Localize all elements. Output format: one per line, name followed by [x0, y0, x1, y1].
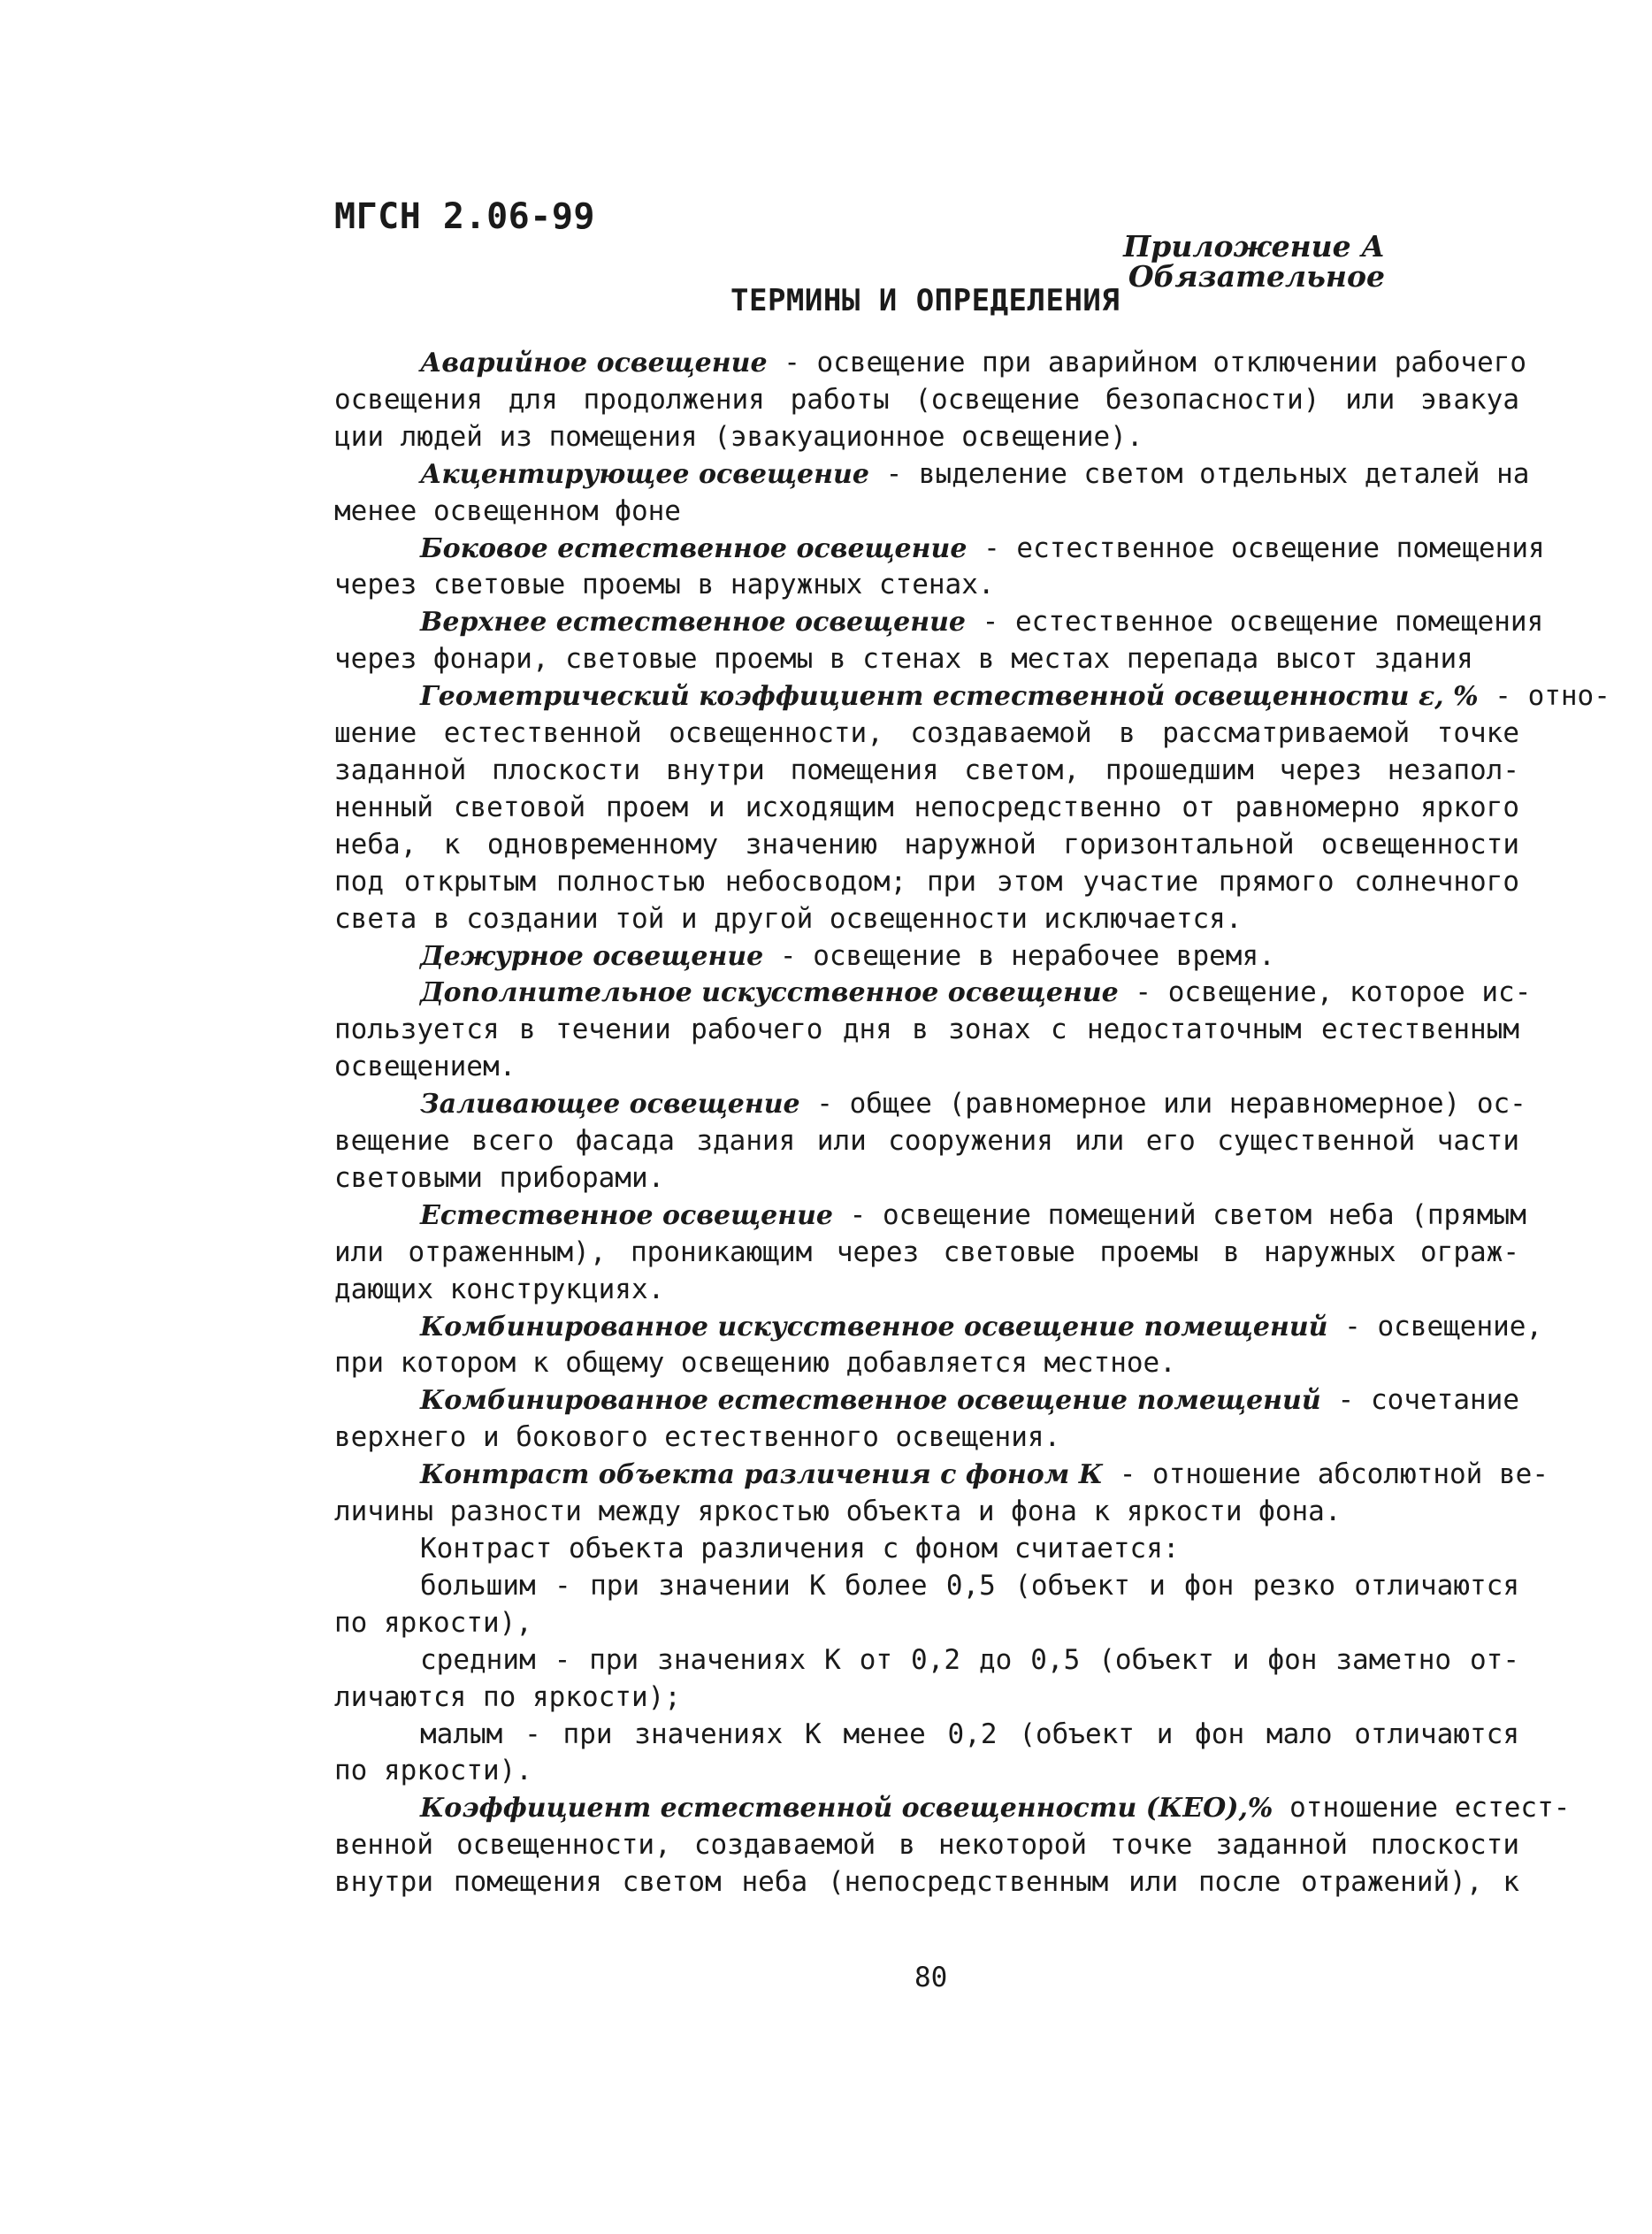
definition-text: вещение всего фасада здания или сооружения или его существенной части: [334, 1125, 1519, 1158]
text-line: [334, 531, 1545, 568]
definition-paragraph: [334, 1790, 1571, 1901]
definition-text: шение естественной освещенности, создаваемой в рассматриваемой точке: [334, 717, 1519, 750]
definition-paragraph: [334, 531, 1545, 605]
definition-text: - сочетание: [1320, 1384, 1519, 1417]
text-line: [334, 1679, 1519, 1717]
text-line: [334, 1382, 1519, 1419]
definition-text: менее освещенном фоне: [334, 494, 681, 527]
text-line: [334, 827, 1519, 864]
definition-paragraph: [334, 1309, 1543, 1383]
definition-paragraph: [334, 345, 1527, 456]
definition-paragraph: [334, 1531, 1519, 1568]
definition-text: по яркости),: [334, 1606, 532, 1639]
definition-text: личины разности между яркостью объекта и фона к яркости фона.: [334, 1496, 1342, 1528]
text-line: [334, 1605, 1519, 1642]
document-body: [334, 345, 1610, 1901]
text-line: [334, 1642, 1519, 1679]
definition-text: пользуется в течении рабочего дня в зонах с недостаточным естественным: [334, 1014, 1519, 1046]
text-line: [334, 1086, 1526, 1123]
text-line: [334, 1309, 1543, 1346]
definition-text: - выделение светом отдельных деталей на: [868, 457, 1530, 490]
definition-text: через фонари, световые проемы в стенах в местах перепада высот здания: [334, 643, 1473, 676]
definition-text: - освещение,: [1327, 1310, 1543, 1343]
definition-text: или отраженным), проникающим через световые проемы в наружных ограж-: [334, 1236, 1519, 1268]
term-name: Аварийное освещение: [420, 348, 768, 379]
text-line: [334, 715, 1519, 753]
definition-text: - отношение абсолютной ве-: [1103, 1458, 1549, 1491]
text-line: [334, 790, 1519, 827]
definition-paragraph: [334, 1717, 1519, 1791]
definition-paragraph: [334, 1568, 1519, 1642]
term-name: Контраст объекта различения с фоном К: [420, 1459, 1104, 1491]
term-name: Коэффициент естественной освещенности (КЕО),%: [420, 1793, 1273, 1825]
text-line: [334, 604, 1544, 641]
text-line: [334, 1012, 1519, 1049]
text-line: [334, 567, 1519, 604]
definition-paragraph: [334, 456, 1530, 531]
definition-text: ции людей из помещения (эвакуационное освещение).: [334, 420, 1143, 453]
definition-text: внутри помещения светом неба (непосредственным или после отражений), к: [334, 1866, 1519, 1899]
term-name: Комбинированное искусственное освещение помещений: [420, 1311, 1328, 1343]
definition-text: средним - при значениях К от 0,2 до 0,5 (объект и фон заметно от-: [420, 1643, 1519, 1676]
text-line: [334, 1123, 1519, 1160]
definition-text: под открытым полностью небосводом; при этом участие прямого солнечного: [334, 865, 1519, 898]
definition-text: ненный световой проем и исходящим непосредственно от равномерно яркого: [334, 791, 1519, 823]
text-line: [334, 938, 1519, 975]
text-line: [334, 1827, 1519, 1864]
definition-text: - естественное освещение помещения: [966, 606, 1544, 639]
definition-text: личаются по яркости);: [334, 1680, 681, 1713]
definition-text: заданной плоскости внутри помещения светом, прошедшим через незапол-: [334, 754, 1519, 786]
document-code: МГСН 2.06-99: [334, 196, 595, 237]
definition-text: световыми приборами.: [334, 1161, 665, 1194]
appendix-status: Обязательное: [1128, 259, 1385, 294]
text-line: [334, 345, 1527, 382]
definition-text: - освещение помещений светом неба (прямым: [833, 1198, 1526, 1231]
text-line: [334, 1419, 1519, 1457]
text-line: [334, 1864, 1519, 1901]
text-line: [334, 1457, 1549, 1494]
text-line: [334, 678, 1610, 715]
text-line: [334, 1531, 1519, 1568]
definition-paragraph: [334, 1642, 1519, 1717]
definition-text: отношение естест-: [1273, 1792, 1571, 1825]
definition-text: - освещение, которое ис-: [1118, 976, 1532, 1009]
text-line: [334, 1790, 1571, 1827]
text-line: [334, 864, 1519, 901]
text-line: [334, 382, 1519, 419]
term-name: Естественное освещение: [420, 1199, 833, 1231]
definition-text: Контраст объекта различения с фоном считается:: [420, 1533, 1180, 1565]
definition-text: - естественное освещение помещения: [967, 532, 1545, 564]
definition-text: большим - при значении К более 0,5 (объект и фон резко отличаются: [420, 1569, 1519, 1602]
text-line: [334, 975, 1532, 1012]
page-number: 80: [914, 1962, 948, 1993]
text-line: [334, 1235, 1519, 1272]
text-line: [334, 1345, 1519, 1382]
appendix-label: [1123, 229, 1385, 294]
definition-text: освещения для продолжения работы (освещение безопасности) или эвакуа: [334, 383, 1519, 416]
term-name: Дополнительное искусственное освещение: [420, 977, 1119, 1009]
definition-paragraph: [334, 938, 1519, 975]
definition-paragraph: [334, 975, 1532, 1086]
definition-text: венной освещенности, создаваемой в некоторой точке заданной плоскости: [334, 1829, 1519, 1862]
appendix-title: Приложение А: [1123, 229, 1385, 264]
definition-text: малым - при значениях К менее 0,2 (объект и фон мало отличаются: [420, 1718, 1519, 1750]
term-name: Геометрический коэффициент естественной освещенности ε, %: [420, 681, 1479, 713]
text-line: [334, 1717, 1519, 1754]
definition-text: дающих конструкциях.: [334, 1273, 665, 1305]
definition-text: - освещение в нерабочее время.: [763, 939, 1275, 972]
term-name: Акцентирующее освещение: [420, 458, 869, 490]
definition-text: света в создании той и другой освещенности исключается.: [334, 902, 1243, 935]
text-line: [334, 1272, 1519, 1309]
definition-paragraph: [334, 604, 1544, 678]
term-name: Дежурное освещение: [420, 940, 764, 972]
definition-text: неба, к одновременному значению наружной горизонтальной освещенности: [334, 828, 1519, 861]
text-line: [334, 753, 1519, 790]
definition-text: - отно-: [1478, 680, 1610, 713]
text-line: [334, 1494, 1519, 1531]
definition-text: через световые проемы в наружных стенах.: [334, 569, 995, 601]
definition-text: - освещение при аварийном отключении рабочего: [767, 347, 1527, 379]
text-line: [334, 641, 1519, 678]
term-name: Заливающее освещение: [420, 1089, 800, 1121]
definition-paragraph: [334, 1197, 1526, 1309]
text-line: [334, 419, 1519, 456]
definition-paragraph: [334, 678, 1610, 937]
section-title: ТЕРМИНЫ И ОПРЕДЕЛЕНИЯ: [730, 283, 1120, 318]
definition-text: освещением.: [334, 1051, 516, 1083]
text-line: [334, 1753, 1519, 1790]
definition-text: при котором к общему освещению добавляется местное.: [334, 1347, 1176, 1380]
term-name: Боковое естественное освещение: [420, 532, 967, 564]
term-name: Комбинированное естественное освещение помещений: [420, 1385, 1321, 1417]
text-line: [334, 1568, 1519, 1605]
text-line: [334, 901, 1519, 938]
definition-paragraph: [334, 1382, 1519, 1457]
text-line: [334, 1197, 1526, 1235]
text-line: [334, 456, 1530, 493]
text-line: [334, 1160, 1519, 1197]
definition-text: по яркости).: [334, 1755, 532, 1787]
definition-text: верхнего и бокового естественного освещения.: [334, 1421, 1061, 1454]
definition-text: - общее (равномерное или неравномерное) ос-: [799, 1088, 1526, 1121]
text-line: [334, 493, 1519, 531]
text-line: [334, 1049, 1519, 1086]
definition-paragraph: [334, 1457, 1549, 1531]
term-name: Верхнее естественное освещение: [420, 607, 967, 639]
definition-paragraph: [334, 1086, 1526, 1197]
